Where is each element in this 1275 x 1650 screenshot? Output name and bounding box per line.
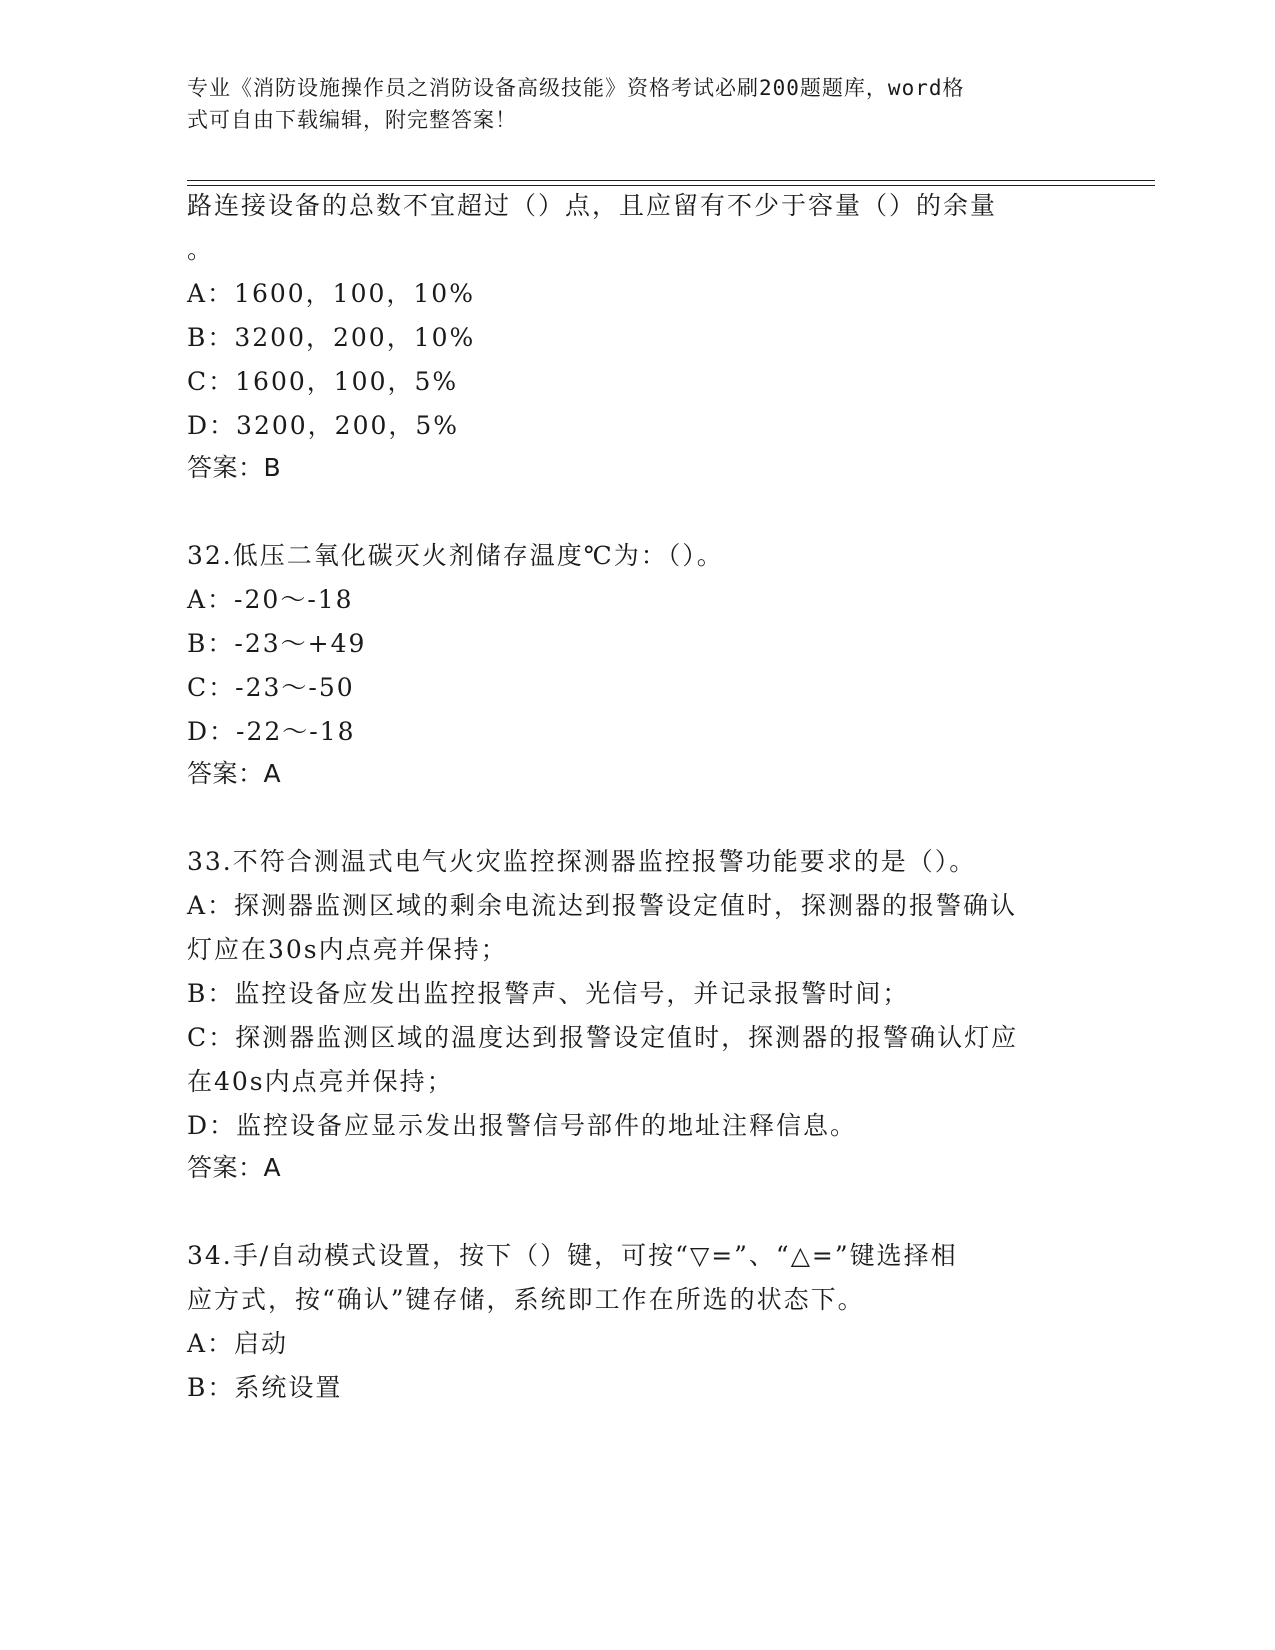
q33-option-c-line-1: C：探测器监测区域的温度达到报警设定值时，探测器的报警确认灯应 xyxy=(187,1023,1019,1052)
q33-option-a-line-1: A：探测器监测区域的剩余电流达到报警设定值时，探测器的报警确认 xyxy=(187,891,1018,920)
q31-answer: 答案：B xyxy=(187,453,282,482)
q32-answer: 答案：A xyxy=(187,759,282,788)
header-line-1: 专业《消防设施操作员之消防设备高级技能》资格考试必刷200题题库，word格 xyxy=(187,76,965,100)
q32-option-d: D：-22～-18 xyxy=(187,717,356,746)
q33-option-c-line-2: 在40s内点亮并保持； xyxy=(187,1067,454,1096)
q31-option-a: A：1600，100，10% xyxy=(187,279,475,308)
q34-stem-line-1: 34.手/自动模式设置，按下（）键，可按“▽=”、“△=”键选择相 xyxy=(187,1241,958,1270)
q32-stem: 32.低压二氧化碳灭火剂储存温度℃为：（）。 xyxy=(187,541,724,570)
q32-option-a: A：-20～-18 xyxy=(187,585,354,614)
q33-stem: 33.不符合测温式电气火灾监控探测器监控报警功能要求的是（）。 xyxy=(187,847,977,876)
q33-option-a-line-2: 灯应在30s内点亮并保持； xyxy=(187,935,508,964)
q31-option-c: C：1600，100，5% xyxy=(187,367,459,396)
q31-option-b: B：3200，200，10% xyxy=(187,323,476,352)
document-header xyxy=(187,72,1067,136)
q31-option-d: D：3200，200，5% xyxy=(187,411,460,440)
header-rule-top xyxy=(187,180,1155,181)
q33-option-b: B：监控设备应发出监控报警声、光信号，并记录报警时间； xyxy=(187,979,910,1008)
header-line-2: 式可自由下载编辑，附完整答案！ xyxy=(187,108,517,132)
q34-option-a: A：启动 xyxy=(187,1329,289,1358)
q32-option-b: B：-23～+49 xyxy=(187,629,367,658)
q31-stem-line-1: 路连接设备的总数不宜超过（）点，且应留有不少于容量（）的余量 xyxy=(187,191,998,220)
q31-stem-line-2: 。 xyxy=(187,235,215,264)
q34-option-b: B：系统设置 xyxy=(187,1373,343,1402)
q33-option-d: D：监控设备应显示发出报警信号部件的地址注释信息。 xyxy=(187,1111,858,1140)
q32-option-c: C：-23～-50 xyxy=(187,673,355,702)
q34-stem-line-2: 应方式，按“确认”键存储，系统即工作在所选的状态下。 xyxy=(187,1285,865,1314)
header-rule-bottom xyxy=(187,185,1155,186)
q33-answer: 答案：A xyxy=(187,1153,282,1182)
